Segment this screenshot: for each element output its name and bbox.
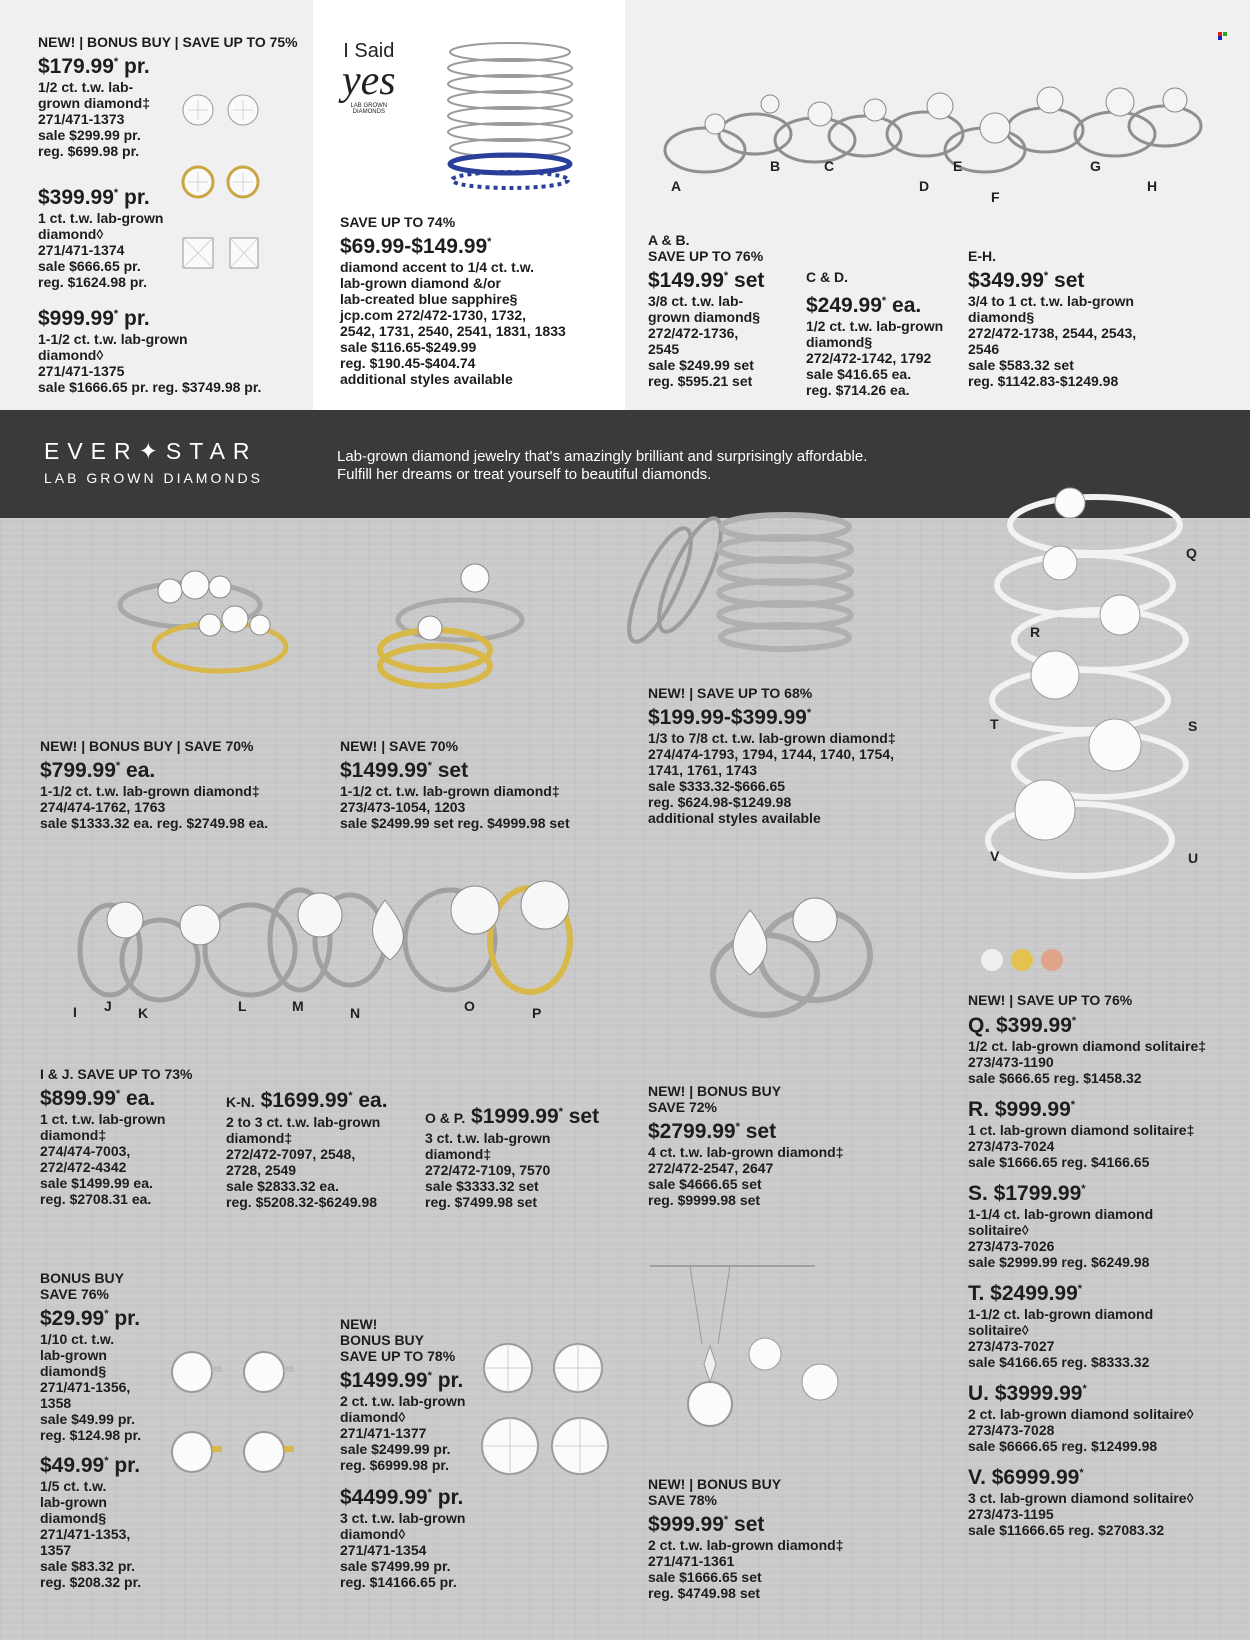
detail-line: diamond◊ xyxy=(340,1526,406,1542)
detail-line: sale $666.65 pr. xyxy=(38,258,141,274)
price: $999.99* set xyxy=(648,1513,765,1536)
detail-line: reg. $124.98 pr. xyxy=(40,1427,142,1443)
ring-letter-label: L xyxy=(238,998,247,1014)
detail-line: 271/471-1361 xyxy=(648,1553,735,1569)
offer-header: E-H. xyxy=(968,248,996,264)
detail-line: 271/471-1373 xyxy=(38,111,125,127)
ring-letter-label: T xyxy=(990,716,999,732)
detail-line: lab-grown xyxy=(40,1347,107,1363)
top-left-offer-2 xyxy=(38,181,164,290)
detail-line: 3/4 to 1 ct. t.w. lab-grown xyxy=(968,293,1134,309)
price: U. $3999.99* xyxy=(968,1382,1087,1405)
solitaire-rings-image xyxy=(975,485,1198,925)
offer-header: NEW! | SAVE 70% xyxy=(340,738,459,754)
detail-line: lab-grown diamond &/or xyxy=(340,275,501,291)
ring-letter-label: F xyxy=(991,189,1000,205)
row1-offer-3 xyxy=(648,685,896,826)
detail-line: 273/473-7027 xyxy=(968,1338,1055,1354)
ring-letter-label: N xyxy=(350,1005,361,1021)
detail-line: 1-1/2 ct. t.w. lab-grown diamond‡ xyxy=(340,783,560,799)
detail-line: sale $333.32-$666.65 xyxy=(648,778,786,794)
price: R. $999.99* xyxy=(968,1098,1076,1121)
detail-line: 2 ct. lab-grown diamond solitaire◊ xyxy=(968,1406,1194,1422)
offer-header: NEW! | SAVE UP TO 68% xyxy=(648,685,813,701)
detail-line: diamond◊ xyxy=(340,1409,406,1425)
stacked-bands-image xyxy=(440,38,580,198)
price: $249.99* ea. xyxy=(806,294,922,317)
detail-line: 272/472-7097, 2548, xyxy=(226,1146,356,1162)
detail-line: sale $1666.65 pr. reg. $3749.98 pr. xyxy=(38,379,262,395)
offer-subheader: SAVE UP TO 76% xyxy=(648,248,764,264)
offer-a-b xyxy=(648,232,764,389)
ring-letter-label: A xyxy=(671,178,682,194)
detail-line: 1/3 to 7/8 ct. t.w. lab-grown diamond‡ xyxy=(648,730,896,746)
ring-letter-label: P xyxy=(532,1005,542,1021)
detail-line: reg. $2708.31 ea. xyxy=(40,1191,152,1207)
detail-line: 272/472-7109, 7570 xyxy=(425,1162,551,1178)
detail-line: 1-1/2 ct. t.w. lab-grown diamond‡ xyxy=(40,783,260,799)
detail-line: 2 ct. t.w. lab-grown xyxy=(340,1393,466,1409)
offer-header: A & B. xyxy=(648,232,690,248)
offer-header: NEW! | SAVE UP TO 76% xyxy=(968,992,1133,1008)
detail-line: sale $1499.99 ea. xyxy=(40,1175,153,1191)
detail-line: reg. $1142.83-$1249.98 xyxy=(968,373,1119,389)
banner-line: Fulfill her dreams or treat yourself to beautiful diamonds. xyxy=(337,466,712,483)
detail-line: sale $11666.65 reg. $27083.32 xyxy=(968,1522,1165,1538)
detail-line: 1-1/2 ct. t.w. lab-grown xyxy=(38,331,188,347)
detail-line: sale $2499.99 set reg. $4999.98 set xyxy=(340,815,570,831)
detail-line: diamond accent to 1/4 ct. t.w. xyxy=(340,259,534,275)
price: $349.99* set xyxy=(968,269,1085,292)
price: V. $6999.99* xyxy=(968,1466,1084,1489)
large-stud-earrings-image xyxy=(482,1342,612,1477)
detail-line: sale $299.99 pr. xyxy=(38,127,141,143)
detail-line: 274/474-7003, xyxy=(40,1143,131,1159)
ring-letter-label: Q xyxy=(1186,545,1197,561)
detail-line: reg. $208.32 pr. xyxy=(40,1574,142,1590)
detail-line: 1/2 ct. lab-grown diamond solitaire‡ xyxy=(968,1038,1207,1054)
price: $69.99-$149.99* xyxy=(340,235,492,258)
offer-subheader: SAVE 78% xyxy=(648,1492,717,1508)
detail-line: diamond‡ xyxy=(425,1146,492,1162)
detail-line: additional styles available xyxy=(648,810,821,826)
price: $399.99* pr. xyxy=(38,186,150,209)
price: $49.99* pr. xyxy=(40,1454,141,1477)
detail-line: solitaire◊ xyxy=(968,1322,1029,1338)
offer-header: NEW! | BONUS BUY xyxy=(648,1476,782,1492)
offer-subheader: SAVE 72% xyxy=(648,1099,717,1115)
price: $4499.99* pr. xyxy=(340,1486,464,1509)
detail-line: 1-1/4 ct. lab-grown diamond xyxy=(968,1206,1154,1222)
detail-line: diamond‡ xyxy=(226,1130,293,1146)
detail-line: 272/472-4342 xyxy=(40,1159,127,1175)
detail-line: 273/473-1054, 1203 xyxy=(340,799,466,815)
detail-line: diamond◊ xyxy=(38,226,104,242)
price: Q. $399.99* xyxy=(968,1014,1077,1037)
detail-line: lab-created blue sapphire§ xyxy=(340,291,518,307)
detail-line: 271/471-1353, xyxy=(40,1526,131,1542)
everstar-logo: EVER✦STAR xyxy=(44,438,258,464)
detail-line: 2542, 1731, 2540, 2541, 1831, 1833 xyxy=(340,323,566,339)
price: $1499.99* pr. xyxy=(340,1369,464,1392)
offer-header: NEW! | BONUS BUY | SAVE 70% xyxy=(40,738,254,754)
detail-line: reg. $9999.98 set xyxy=(648,1192,761,1208)
detail-line: sale $583.32 set xyxy=(968,357,1074,373)
banner-copy xyxy=(337,448,867,484)
metal-color-swatches xyxy=(980,947,1070,973)
ring-letter-label: U xyxy=(1188,850,1199,866)
detail-line: 271/471-1356, xyxy=(40,1379,131,1395)
detail-line: 4 ct. t.w. lab-grown diamond‡ xyxy=(648,1144,844,1160)
detail-line: diamond‡ xyxy=(40,1127,107,1143)
three-stone-rings-image xyxy=(110,555,290,685)
price: C & D. xyxy=(806,269,848,285)
detail-line: reg. $1624.98 pr. xyxy=(38,274,147,290)
ring-letter-label: H xyxy=(1147,178,1158,194)
detail-line: 1-1/2 ct. lab-grown diamond xyxy=(968,1306,1154,1322)
detail-line: sale $116.65-$249.99 xyxy=(340,339,477,355)
row1-offer-1 xyxy=(40,738,268,831)
offer-subheader: SAVE 76% xyxy=(40,1286,109,1302)
ring-letter-label: S xyxy=(1188,718,1198,734)
price: $2799.99* set xyxy=(648,1120,777,1143)
price: T. $2499.99* xyxy=(968,1282,1083,1305)
price: $899.99* ea. xyxy=(40,1087,156,1110)
detail-line: 1/2 ct. t.w. lab- xyxy=(38,79,134,95)
detail-line: 272/472-1736, xyxy=(648,325,739,341)
stud-earrings-image xyxy=(178,88,278,278)
offer-header: I & J. SAVE UP TO 73% xyxy=(40,1066,193,1082)
price: $29.99* pr. xyxy=(40,1307,141,1330)
row2-offer-o-p xyxy=(425,1100,599,1210)
detail-line: diamond§ xyxy=(40,1510,107,1526)
banner-line: Lab-grown diamond jewelry that's amazingly brilliant and surprisingly affordable. xyxy=(337,448,868,465)
ring-letter-label: J xyxy=(104,998,112,1014)
detail-line: 1/2 ct. t.w. lab-grown xyxy=(806,318,944,334)
row1-offer-2 xyxy=(340,738,570,831)
detail-line: sale $249.99 set xyxy=(648,357,754,373)
detail-line: diamond◊ xyxy=(38,347,104,363)
detail-line: diamond§ xyxy=(40,1363,107,1379)
ring-letter-label: M xyxy=(292,998,304,1014)
detail-line: grown diamond‡ xyxy=(38,95,150,111)
pendant-earring-set-image xyxy=(650,1264,850,1454)
detail-line: diamond§ xyxy=(968,309,1035,325)
detail-line: 272/472-1738, 2544, 2543, xyxy=(968,325,1137,341)
detail-line: 2728, 2549 xyxy=(226,1162,297,1178)
detail-line: reg. $714.26 ea. xyxy=(806,382,910,398)
pendant-set-offer xyxy=(648,1476,844,1601)
top-middle-offer xyxy=(340,214,566,387)
detail-line: reg. $190.45-$404.74 xyxy=(340,355,476,371)
detail-line: 271/471-1374 xyxy=(38,242,125,258)
price: K-N. $1699.99* ea. xyxy=(226,1089,388,1112)
offer-c-d xyxy=(806,264,943,398)
detail-line: solitaire◊ xyxy=(968,1222,1029,1238)
ring-letter-label: V xyxy=(990,848,1000,864)
offer-header: NEW! xyxy=(340,1316,378,1332)
ring-letter-label: B xyxy=(770,158,781,174)
detail-line: sale $7499.99 pr. xyxy=(340,1558,451,1574)
detail-line: sale $666.65 reg. $1458.32 xyxy=(968,1070,1142,1086)
detail-line: sale $2499.99 pr. xyxy=(340,1441,451,1457)
detail-line: 1357 xyxy=(40,1542,72,1558)
detail-line: reg. $7499.98 set xyxy=(425,1194,538,1210)
ring-letter-label: K xyxy=(138,1005,149,1021)
row2-offer-i-j xyxy=(40,1066,193,1207)
detail-line: 1 ct. t.w. lab-grown xyxy=(38,210,164,226)
bridal-set-gold-image xyxy=(375,550,525,695)
offer-subheader: SAVE UP TO 78% xyxy=(340,1348,456,1364)
ring-letter-label: O xyxy=(464,998,475,1014)
detail-line: 274/474-1762, 1763 xyxy=(40,799,166,815)
price: S. $1799.99* xyxy=(968,1182,1086,1205)
detail-line: 272/472-1742, 1792 xyxy=(806,350,932,366)
detail-line: sale $4166.65 reg. $8333.32 xyxy=(968,1354,1150,1370)
solitaire-offers xyxy=(968,992,1206,1538)
detail-line: 3 ct. t.w. lab-grown xyxy=(425,1130,551,1146)
detail-line: 2 ct. t.w. lab-grown diamond‡ xyxy=(648,1537,844,1553)
detail-line: 2 to 3 ct. t.w. lab-grown xyxy=(226,1114,381,1130)
offer-subheader: BONUS BUY xyxy=(340,1332,425,1348)
small-stud-earrings-image xyxy=(168,1350,298,1480)
row2-offer-k-n xyxy=(226,1084,388,1210)
detail-line: 1/5 ct. t.w. xyxy=(40,1478,107,1494)
ring-letter-label: R xyxy=(1030,624,1041,640)
detail-line: 1 ct. lab-grown diamond solitaire‡ xyxy=(968,1122,1195,1138)
detail-line: 271/471-1377 xyxy=(340,1425,427,1441)
detail-line: sale $83.32 pr. xyxy=(40,1558,135,1574)
detail-line: sale $416.65 ea. xyxy=(806,366,912,382)
i-said-yes-logo: I Said yes LAB GROWN DIAMONDS xyxy=(342,40,396,115)
detail-line: reg. $624.98-$1249.98 xyxy=(648,794,792,810)
detail-line: sale $3333.32 set xyxy=(425,1178,539,1194)
detail-line: sale $1666.65 set xyxy=(648,1569,762,1585)
offer-header: SAVE UP TO 74% xyxy=(340,214,456,230)
detail-line: reg. $595.21 set xyxy=(648,373,753,389)
pear-bridal-set-image xyxy=(705,885,880,1025)
top-left-offer-3 xyxy=(38,302,261,395)
price: $179.99* pr. xyxy=(38,55,150,78)
detail-line: additional styles available xyxy=(340,371,513,387)
ring-letter-label: C xyxy=(824,158,835,174)
detail-line: grown diamond§ xyxy=(648,309,760,325)
ring-letter-label: I xyxy=(73,1004,77,1020)
detail-line: 2545 xyxy=(648,341,680,357)
price: $799.99* ea. xyxy=(40,759,156,782)
price: O & P. $1999.99* set xyxy=(425,1105,600,1128)
detail-line: 1 ct. t.w. lab-grown xyxy=(40,1111,166,1127)
detail-line: sale $1666.65 reg. $4166.65 xyxy=(968,1154,1150,1170)
detail-line: sale $2833.32 ea. xyxy=(226,1178,339,1194)
detail-line: 273/473-7028 xyxy=(968,1422,1055,1438)
detail-line: 272/472-2547, 2647 xyxy=(648,1160,774,1176)
offer-header: NEW! | BONUS BUY | SAVE UP TO 75% xyxy=(38,34,298,50)
detail-line: 1741, 1761, 1743 xyxy=(648,762,757,778)
detail-line: 3 ct. lab-grown diamond solitaire◊ xyxy=(968,1490,1194,1506)
bridal-sets-image xyxy=(655,70,1215,200)
detail-line: 1/10 ct. t.w. xyxy=(40,1331,115,1347)
detail-line: reg. $5208.32-$6249.98 xyxy=(226,1194,378,1210)
detail-line: sale $6666.65 reg. $12499.98 xyxy=(968,1438,1158,1454)
detail-line: lab-grown xyxy=(40,1494,107,1510)
jcp-logo-icon xyxy=(1218,32,1228,40)
detail-line: reg. $4749.98 set xyxy=(648,1585,761,1601)
halo-bridal-sets-image xyxy=(70,880,580,1010)
ring-letter-label: G xyxy=(1090,158,1101,174)
detail-line: 3 ct. t.w. lab-grown xyxy=(340,1510,466,1526)
row2-offer-4ct xyxy=(648,1083,844,1208)
detail-line: 3/8 ct. t.w. lab- xyxy=(648,293,744,309)
detail-line: 273/473-7026 xyxy=(968,1238,1055,1254)
detail-line: 1358 xyxy=(40,1395,72,1411)
detail-line: reg. $6999.98 pr. xyxy=(340,1457,449,1473)
detail-line: 2546 xyxy=(968,341,1000,357)
offer-header: NEW! | BONUS BUY xyxy=(648,1083,782,1099)
detail-line: sale $49.99 pr. xyxy=(40,1411,135,1427)
detail-line: 271/471-1354 xyxy=(340,1542,427,1558)
detail-line: sale $2999.99 reg. $6249.98 xyxy=(968,1254,1150,1270)
ring-letter-label: E xyxy=(953,158,963,174)
detail-line: 273/473-7024 xyxy=(968,1138,1055,1154)
detail-line: sale $1333.32 ea. reg. $2749.98 ea. xyxy=(40,815,269,831)
detail-line: 274/474-1793, 1794, 1744, 1740, 1754, xyxy=(648,746,894,762)
studs-left-offer xyxy=(40,1270,141,1590)
price: $999.99* pr. xyxy=(38,307,150,330)
ring-letter-label: D xyxy=(919,178,930,194)
detail-line: 273/473-1195 xyxy=(968,1506,1054,1522)
detail-line: jcp.com 272/472-1730, 1732, xyxy=(340,307,527,323)
price: $149.99* set xyxy=(648,269,765,292)
price: $1499.99* set xyxy=(340,759,469,782)
eternity-bands-image xyxy=(620,505,860,655)
detail-line: diamond§ xyxy=(806,334,873,350)
detail-line: 273/473-1190 xyxy=(968,1054,1054,1070)
detail-line: 271/471-1375 xyxy=(38,363,125,379)
offer-header: BONUS BUY xyxy=(40,1270,125,1286)
detail-line: reg. $14166.65 pr. xyxy=(340,1574,457,1590)
studs-mid-offer xyxy=(340,1316,466,1590)
detail-line: sale $4666.65 set xyxy=(648,1176,762,1192)
offer-e-h xyxy=(968,248,1136,389)
price: $199.99-$399.99* xyxy=(648,706,812,729)
everstar-tagline: LAB GROWN DIAMONDS xyxy=(44,470,263,486)
detail-line: reg. $699.98 pr. xyxy=(38,143,140,159)
